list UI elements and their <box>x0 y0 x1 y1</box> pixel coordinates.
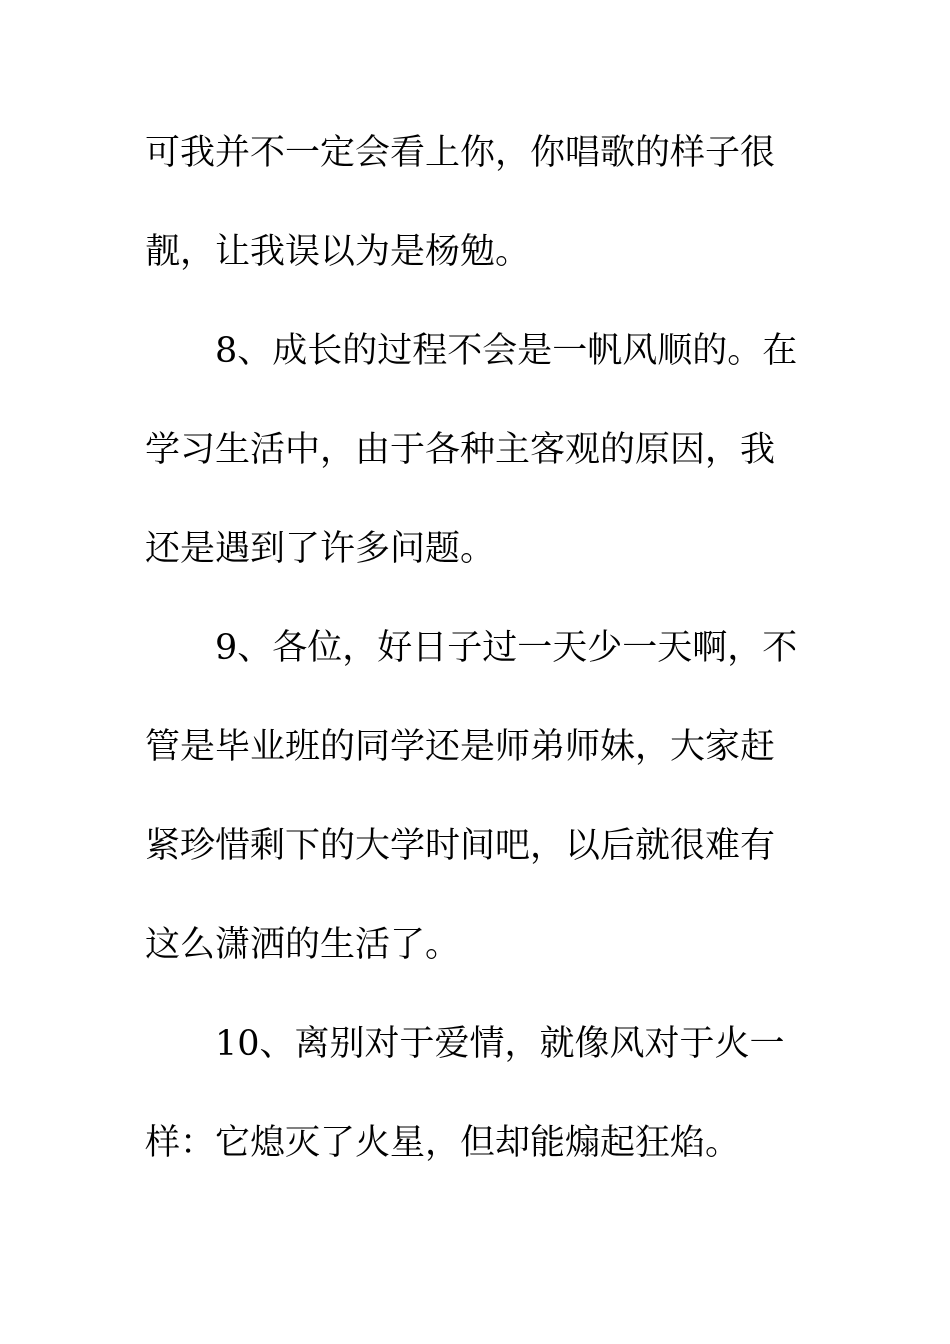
text-line: 靓，让我误以为是杨勉。 <box>145 232 531 272</box>
text-line: 还是遇到了许多问题。 <box>145 529 496 569</box>
text-line: 管是毕业班的同学还是师弟师妹，大家赶 <box>145 727 776 767</box>
paragraph-8-start: 8、成长的过程不会是一帆风顺的。在 <box>215 331 798 371</box>
text-line: 样：它熄灭了火星，但却能煽起狂焰。 <box>145 1123 741 1163</box>
paragraph-9-start: 9、各位，好日子过一天少一天啊，不 <box>215 628 798 668</box>
paragraph-10-start: 10、离别对于爱情，就像风对于火一 <box>215 1024 785 1064</box>
text-line: 可我并不一定会看上你，你唱歌的样子很 <box>145 133 776 173</box>
text-line: 学习生活中，由于各种主客观的原因，我 <box>145 430 776 470</box>
text-line: 这么潇洒的生活了。 <box>145 925 461 965</box>
text-line: 紧珍惜剩下的大学时间吧，以后就很难有 <box>145 826 776 866</box>
